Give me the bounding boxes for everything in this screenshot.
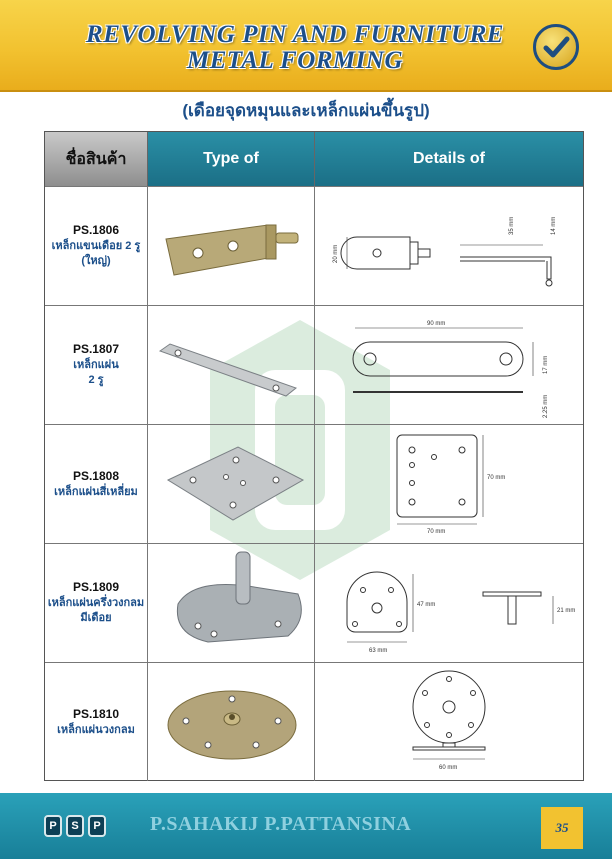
product-drawing-cell (315, 306, 583, 424)
dim-label: 20 mm (333, 244, 339, 263)
product-image-cell (148, 544, 315, 662)
pivot-arm-image (148, 187, 315, 305)
page-title (40, 22, 550, 74)
table-row (45, 662, 583, 781)
product-table (44, 131, 584, 781)
dim-label: 70 mm (487, 475, 506, 481)
product-code: PS.1809 (72, 580, 120, 594)
header-product-name: ชื่อสินค้า (45, 132, 148, 186)
product-drawing-cell (315, 425, 583, 543)
product-name-cell (45, 187, 148, 305)
dim-label: 60 mm (439, 765, 458, 771)
title-line-1: REVOLVING PIN AND FURNITURE (86, 21, 504, 48)
product-image-cell (148, 187, 315, 305)
product-name-cell (45, 663, 148, 781)
page-footer (0, 793, 612, 859)
dim-label: 21 mm (557, 608, 576, 614)
logo-letter: P (44, 815, 62, 837)
flat-bar-image (148, 306, 315, 424)
header-details: Details of (315, 132, 583, 186)
product-name-cell (45, 425, 148, 543)
company-logo-icon (44, 815, 108, 837)
table-row (45, 186, 583, 305)
dim-label: 14 mm (551, 216, 557, 235)
product-desc-line: 2 รู (88, 374, 104, 386)
product-image-cell (148, 425, 315, 543)
product-image-cell (148, 663, 315, 781)
dim-label: 47 mm (417, 602, 436, 608)
dim-label: 90 mm (427, 321, 446, 327)
page-number: 35 (541, 807, 583, 849)
product-desc-line: เหล็กแผ่น (73, 359, 119, 371)
product-desc-line: เหล็กแผ่นสี่เหลี่ยม (54, 485, 138, 498)
subtitle: (เดือยจุดหมุนและเหล็กแผ่นขึ้นรูป) (182, 101, 430, 120)
product-desc-line: มีเดือย (80, 612, 112, 624)
flat-bar-drawing (315, 306, 583, 424)
dim-label: 63 mm (369, 648, 388, 654)
header-type: Type of (148, 132, 315, 186)
checkmark-icon (533, 24, 579, 70)
table-header (45, 132, 583, 186)
product-name-cell (45, 306, 148, 424)
dim-label: 35 mm (509, 216, 515, 235)
table-row (45, 305, 583, 424)
product-desc-line: (ใหญ่) (81, 255, 111, 267)
product-desc-line: เหล็กแขนเดือย 2 รู (51, 240, 141, 252)
logo-letter: S (66, 815, 84, 837)
product-code: PS.1810 (72, 706, 120, 721)
table-row (45, 543, 583, 662)
logo-letter: P (88, 815, 106, 837)
product-desc-line: เหล็กแผ่นครึ่งวงกลม (47, 597, 145, 609)
product-drawing-cell (315, 187, 583, 305)
round-plate-drawing (315, 663, 583, 781)
square-plate-image (148, 425, 315, 543)
product-code: PS.1807 (72, 342, 120, 356)
table-row (45, 424, 583, 543)
dim-label: 2.25 mm (543, 394, 549, 418)
half-round-plate-drawing (315, 544, 583, 662)
company-name: P.SAHAKIJ P.PATTANSINA (150, 813, 412, 835)
product-name-cell (45, 544, 148, 662)
half-round-plate-image (148, 544, 315, 662)
page-header (0, 0, 612, 92)
product-drawing-cell (315, 663, 583, 781)
dim-label: 17 mm (543, 355, 549, 374)
product-code: PS.1808 (72, 468, 120, 483)
square-plate-drawing (315, 425, 583, 543)
round-plate-image (148, 663, 315, 781)
product-code: PS.1806 (72, 223, 120, 237)
product-image-cell (148, 306, 315, 424)
dim-label: 70 mm (427, 529, 446, 535)
title-line-2: METAL FORMING (186, 47, 404, 74)
product-desc-line: เหล็กแผ่นวงกลม (57, 723, 135, 736)
pivot-arm-drawing (315, 187, 583, 305)
product-drawing-cell (315, 544, 583, 662)
